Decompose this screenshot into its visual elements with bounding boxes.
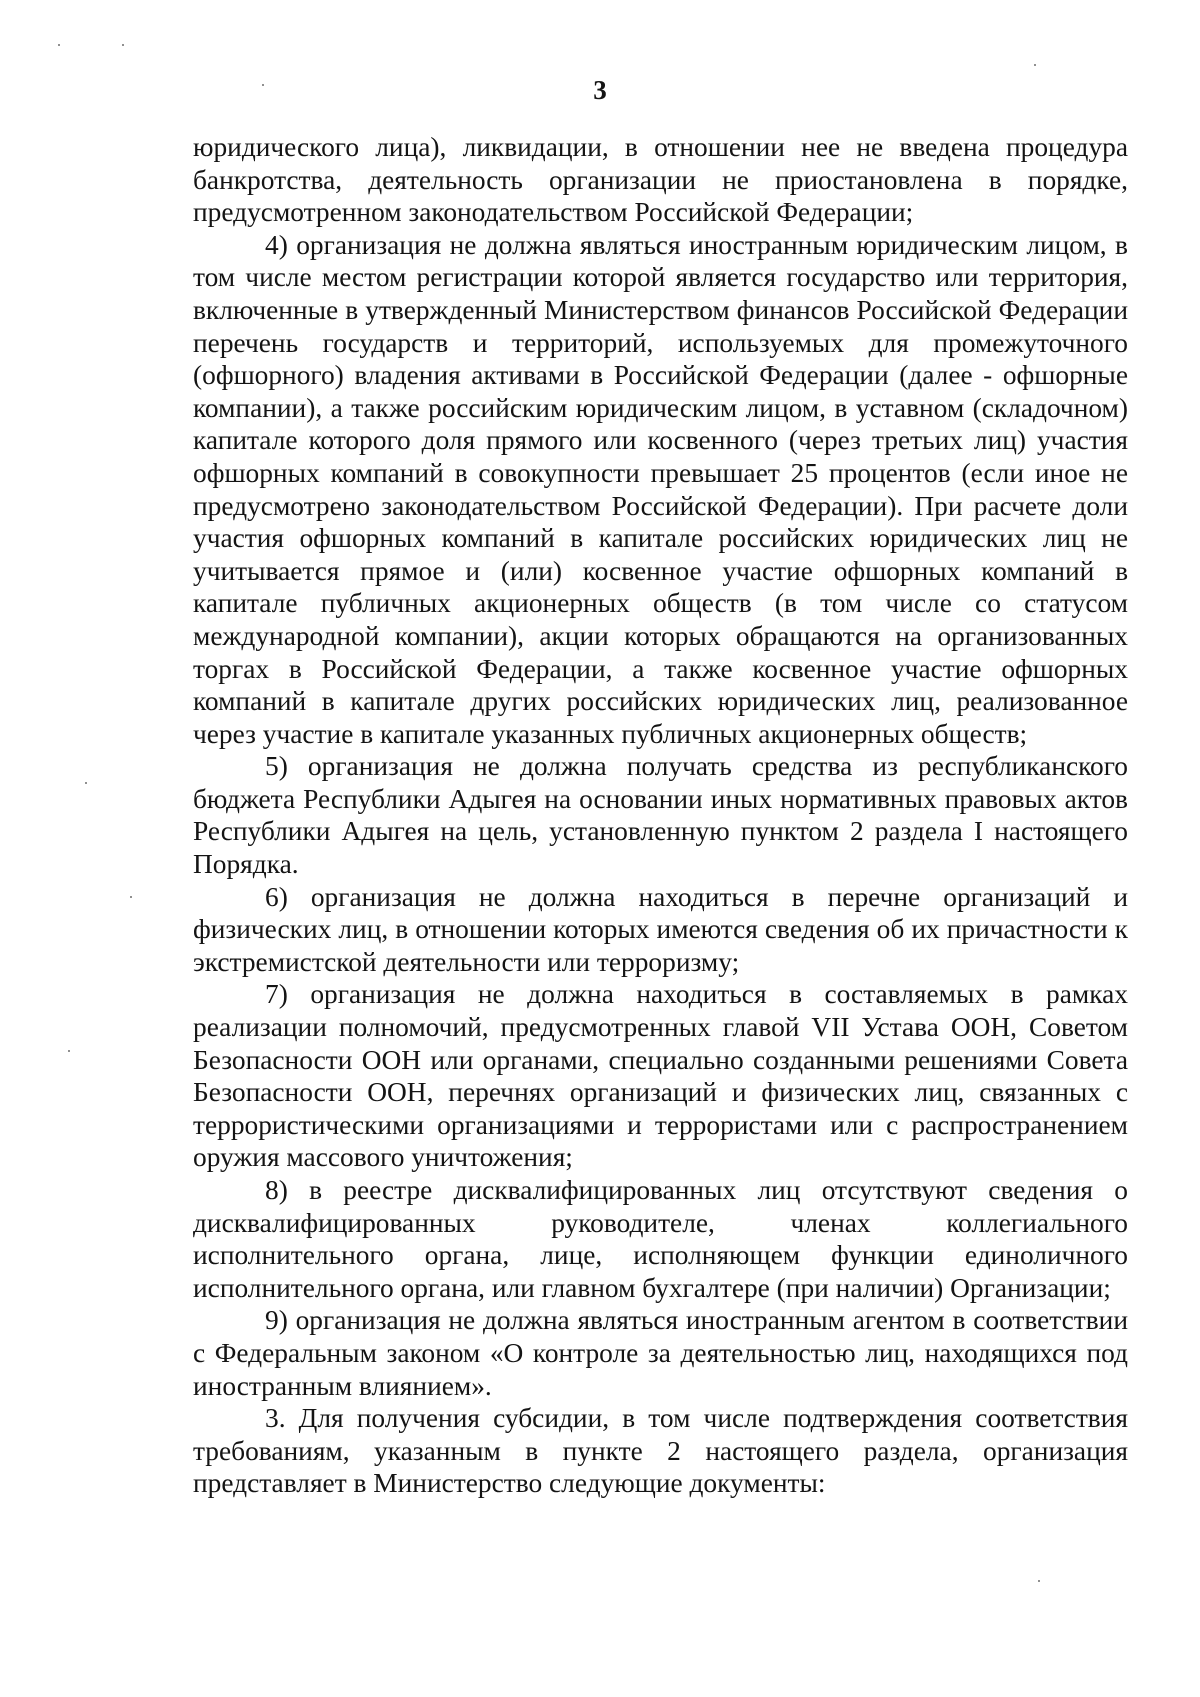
paragraph-item-8: 8) в реестре дисквалифицированных лиц отсутствуют сведения о дисквалифицированных руководителе, членах коллегиального исполнительного органа, лице, исполняющем функции единоличного исполнительного органа, или главном бухгалтере (при наличии) Организации; [193,1175,1128,1303]
paragraph-item-4: 4) организация не должна являться иностранным юридическим лицом, в том числе местом регистрации которой является государство или территория, включенные в утвержденный Министерством финансов Российской Федерации перечень государств и территорий, используемых для промежуточного (офшорного) владения активами в Российской Федерации (далее - офшорные компании), а также российским юридическим лицом, в уставном (складочном) капитале которого доля прямого или косвенного (через третьих лиц) участия офшорных компаний в совокупности превышает 25 процентов (если иное не предусмотрено законодательством Российской Федерации). При расчете доли участия офшорных компаний в капитале российских юридических лиц не учитывается прямое и (или) косвенное участие офшорных компаний в капитале публичных акционерных обществ (в том числе со статусом международной компании), акции которых обращаются на организованных торгах в Российской Федерации, а также косвенное участие офшорных компаний в капитале других российских юридических лиц, реализованное через участие в капитале указанных публичных акционерных обществ; [193,229,1128,749]
document-body [193,131,1128,1500]
scan-speck [58,44,60,46]
paragraph-section-3: 3. Для получения субсидии, в том числе подтверждения соответствия требованиям, указанным в пункте 2 настоящего раздела, организация представляет в Министерство следующие документы: [193,1403,1128,1499]
scan-speck [122,44,124,46]
scan-speck [1034,64,1036,66]
scan-speck [68,1050,70,1052]
paragraph-item-5: 5) организация не должна получать средства из республиканского бюджета Республики Адыгея на основании иных нормативных правовых актов Республики Адыгея на цель, установленную пунктом 2 раздела I настоящего Порядка. [193,751,1128,880]
paragraph-item-9: 9) организация не должна являться иностранным агентом в соответствии с Федеральным законом «О контроле за деятельностью лиц, находящихся под иностранным влиянием». [193,1305,1128,1401]
scan-speck [130,896,132,898]
scan-speck [1038,1580,1040,1582]
page-number: 3 [593,75,607,105]
paragraph-item-6: 6) организация не должна находиться в перечне организаций и физических лиц, в отношении которых имеются сведения об их причастности к экстремистской деятельности или терроризму; [193,881,1128,977]
scan-speck [85,782,87,784]
paragraph-item-7: 7) организация не должна находиться в составляемых в рамках реализации полномочий, предусмотренных главой VII Устава ООН, Советом Безопасности ООН или органами, специально созданными решениями Совета Безопасности ООН, перечнях организаций и физических лиц, связанных с террористическими организациями и террористами или с распространением оружия массового уничтожения; [193,979,1128,1173]
paragraph-continuation: юридического лица), ликвидации, в отношении нее не введена процедура банкротства, деятельность организации не приостановлена в порядке, предусмотренном законодательством Российской Федерации; [193,132,1128,228]
